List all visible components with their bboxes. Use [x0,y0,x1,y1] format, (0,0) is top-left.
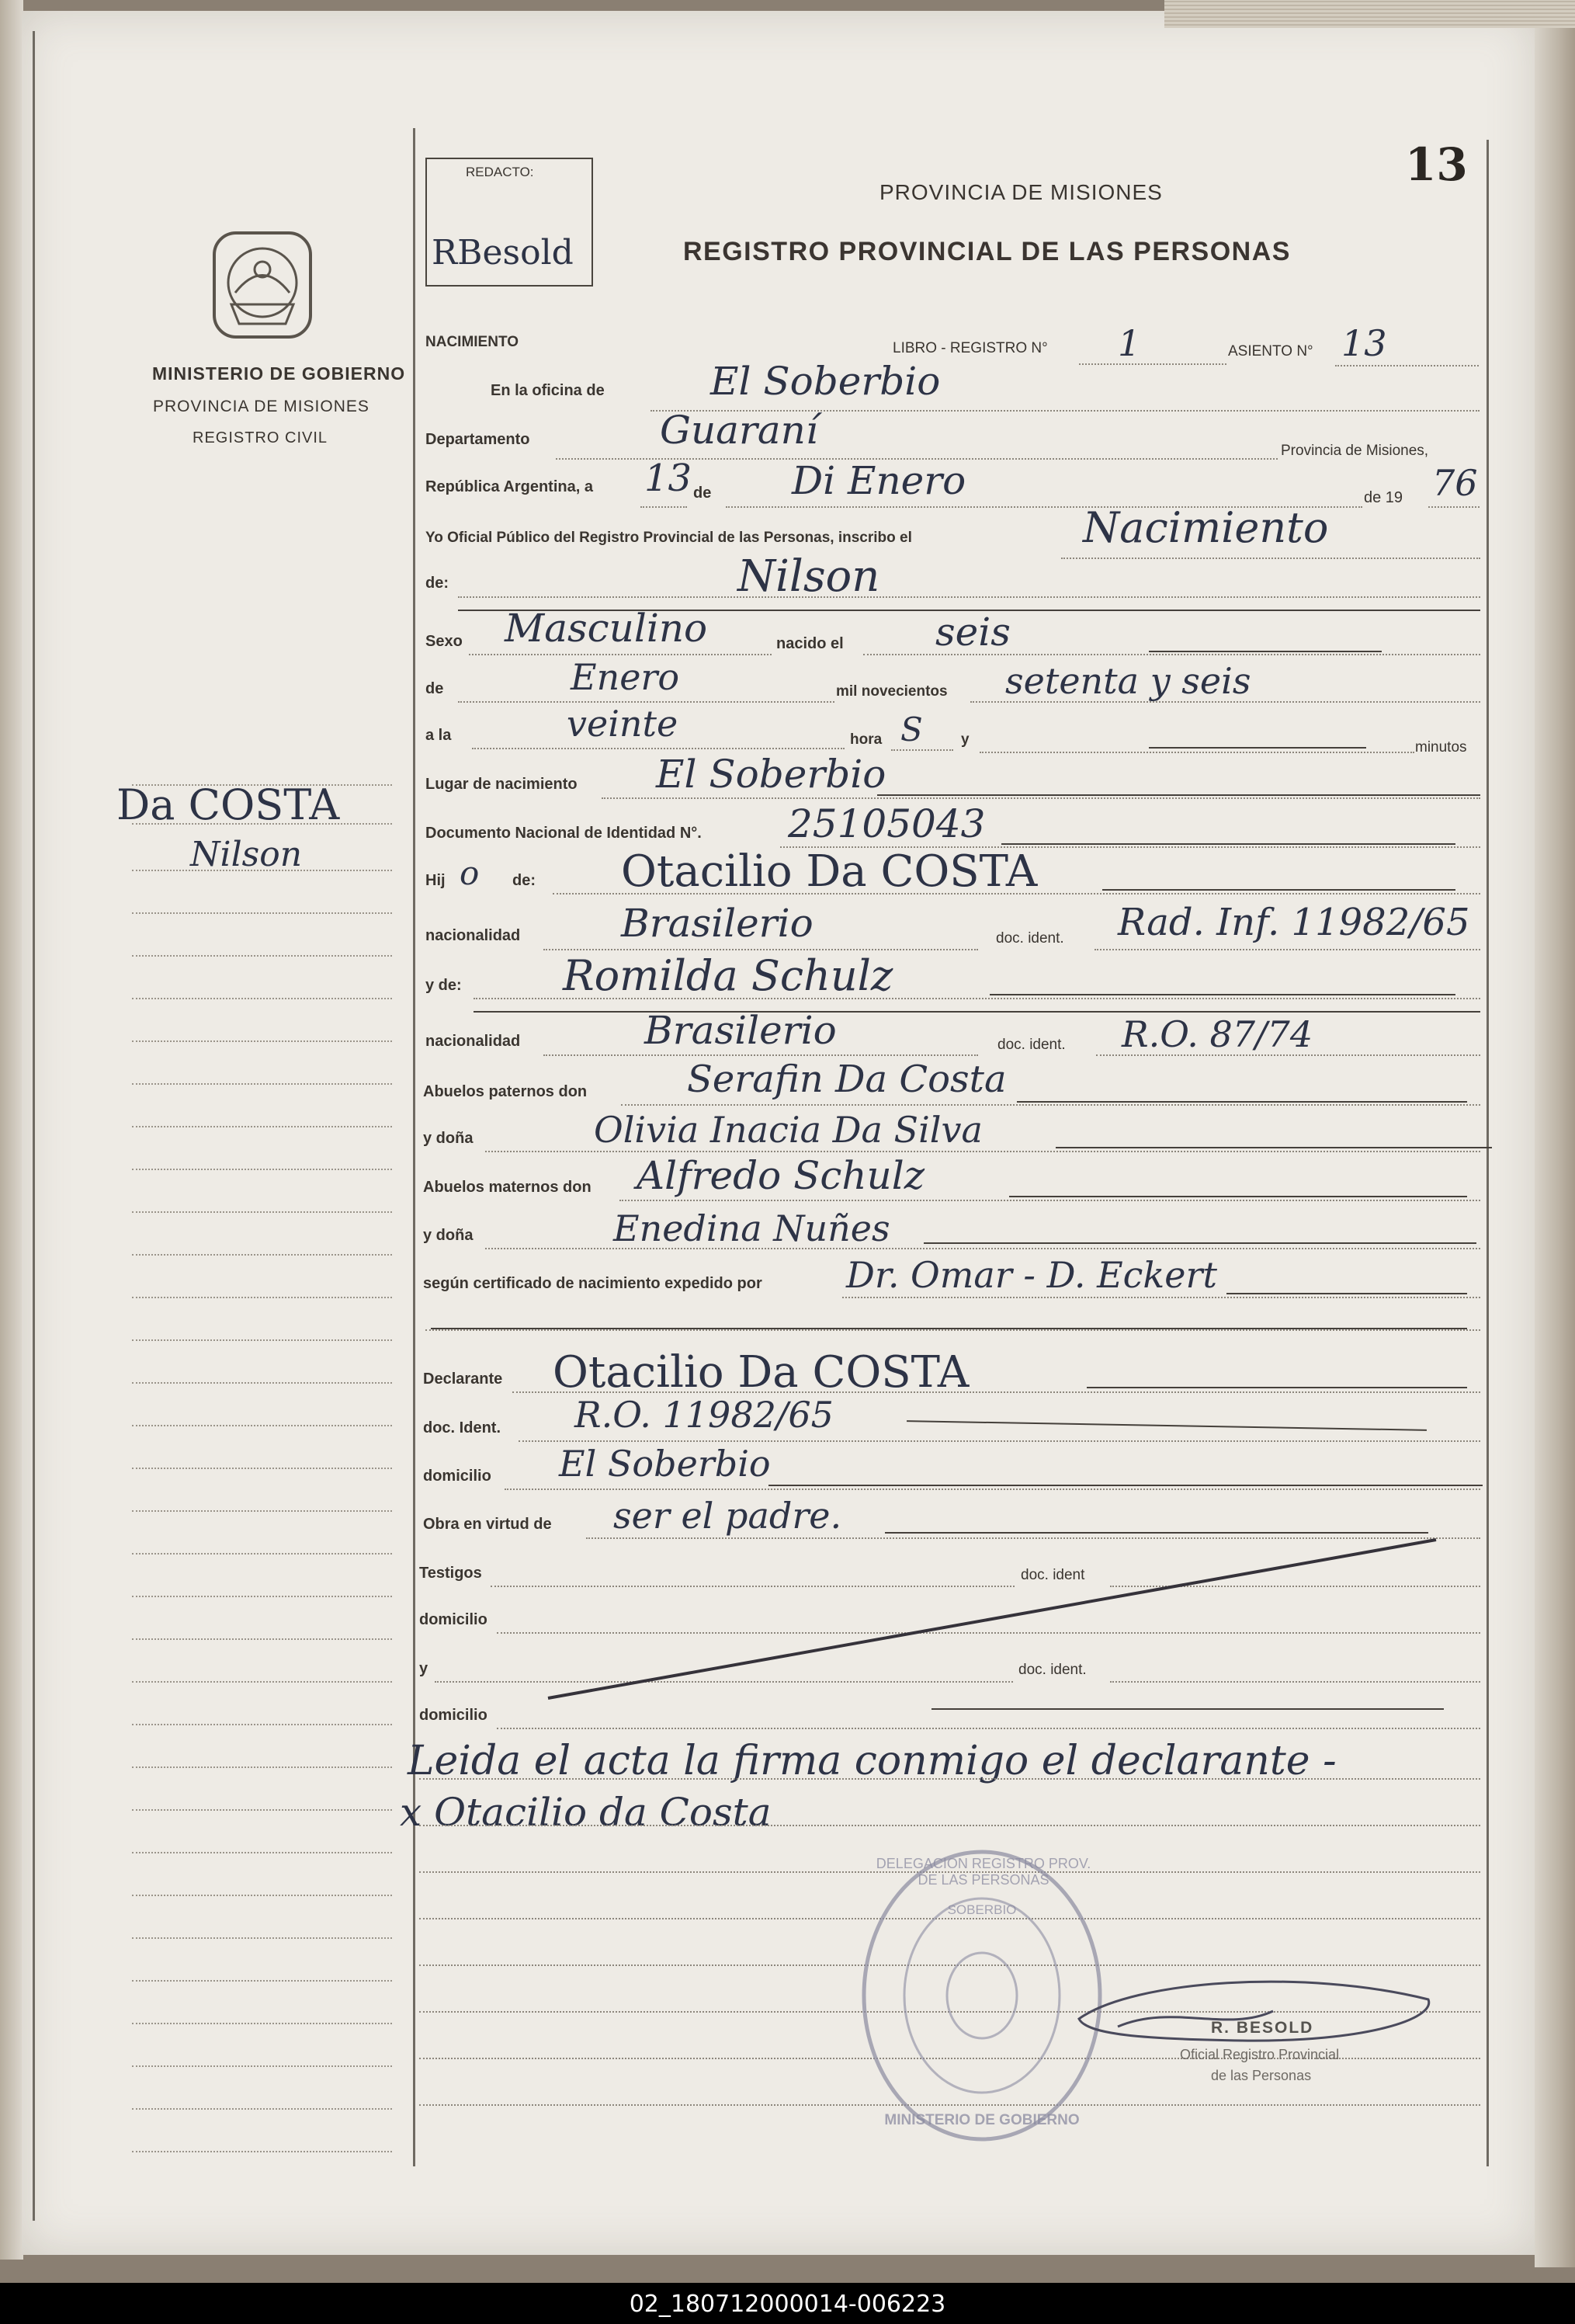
departamento-label: Departamento [425,431,530,448]
book-spine [0,0,23,2260]
padre-nac-value: Brasilerio [621,901,814,946]
frame-left-line [413,128,415,2166]
domicilio-value: El Soberbio [559,1443,771,1485]
page-number: 13 [1405,138,1468,191]
doc-ident-label: doc. ident. [996,930,1064,947]
page-top-edges [1164,0,1575,28]
doc-ident5-label: doc. ident. [1018,1662,1087,1678]
a-la-label: a la [425,727,452,744]
official-signature [1071,1972,1444,2058]
certificado-value: Dr. Omar - D. Eckert [846,1254,1217,1296]
oficial-label: Yo Oficial Público del Registro Provincial de las Personas, inscribo el [425,530,912,546]
obra-value: ser el padre. [613,1495,842,1537]
frame-right-line [1487,140,1489,2166]
madre-doc-value: R.O. 87/74 [1122,1013,1313,1055]
hijo-label-b: de: [512,872,536,889]
abuelo-mat-value: Alfredo Schulz [637,1153,925,1198]
page-edges [1535,0,1575,2267]
domicilio-label: domicilio [423,1468,491,1485]
oficial-value: Nacimiento [1083,503,1329,552]
y-de-label: y de: [425,977,462,994]
de-label: de [693,485,712,502]
domicilio3-label: domicilio [419,1707,487,1724]
hora-value: veinte [567,703,678,745]
anio-value: 76 [1432,462,1478,504]
header-province: PROVINCIA DE MISIONES [879,180,1163,204]
province-emblem [208,227,317,343]
y2-label: y [419,1660,428,1677]
de-nombre-label: de: [425,575,449,592]
closing-line1: Leida el acta la firma conmigo el declarante - [408,1738,1337,1784]
anio-nac-value: setenta y seis [1005,660,1251,702]
mes-nac-value: Enero [571,656,680,698]
closing-line2: x Otacilio da Costa [400,1790,772,1835]
mil-label: mil novecientos [836,683,948,700]
asiento-value: 13 [1341,322,1387,364]
sexo-label: Sexo [425,633,463,650]
cancel-line [536,1534,1444,1708]
departamento-value: Guaraní [660,408,818,453]
certificado-label: según certificado de nacimiento expedido por [423,1275,762,1292]
lugar-label: Lugar de nacimiento [425,776,578,793]
ministry-office: REGISTRO CIVIL [193,429,328,446]
hora-extra: S [900,710,923,749]
ministry-title: MINISTERIO DE GOBIERNO [152,363,406,384]
asiento-label: ASIENTO N° [1228,343,1313,360]
y-dona-label: y doña [423,1130,474,1147]
margin-name: Nilson [190,835,303,874]
nacionalidad-label: nacionalidad [425,927,521,944]
hora-label: hora [850,731,883,748]
dni-label: Documento Nacional de Identidad N°. [425,825,702,842]
provincia-label: Provincia de Misiones, [1281,443,1429,459]
obra-label: Obra en virtud de [423,1516,552,1533]
abuelos-pat-label: Abuelos paternos don [423,1083,588,1100]
seal-inner-text: SOBERBIO [947,1902,1017,1917]
official-stamp-line1: Oficial Registro Provincial [1180,2047,1340,2062]
de2-label: de [425,680,444,697]
footer-code: 02_180712000014-006223 [629,2291,946,2318]
madre-nac-value: Brasilerio [644,1008,837,1053]
dni-value: 25105043 [788,801,986,846]
y-label: y [961,731,970,748]
abuela-mat-value: Enedina Nuñes [613,1207,890,1249]
testigos-label: Testigos [419,1565,482,1582]
redacto-label: REDACTO: [466,165,534,179]
ministry-province: PROVINCIA DE MISIONES [153,398,369,415]
nacido-value: seis [935,610,1011,655]
declarante-value: Otacilio Da COSTA [553,1347,970,1398]
madre-value: Romilda Schulz [563,951,893,1000]
hijo-suffix: o [460,854,480,892]
declarante-label: Declarante [423,1370,503,1388]
official-stamp-name: R. BESOLD [1211,2019,1314,2037]
dia-value: 13 [644,457,692,500]
nombre-value: Nilson [737,551,880,602]
seal-ring-text: DELEGACION REGISTRO PROV. DE LAS PERSONAS [876,1856,1091,1888]
anio-label: de 19 [1364,489,1403,506]
abuelo-pat-value: Serafin Da Costa [687,1058,1007,1101]
domicilio2-label: domicilio [419,1611,487,1628]
doc-ident3-label: doc. Ident. [423,1419,501,1436]
oficina-label: En la oficina de [491,382,605,399]
mes-value: Di Enero [792,458,966,503]
padre-doc-value: Rad. Inf. 11982/65 [1118,901,1470,944]
republica-label: República Argentina, a [425,478,593,495]
libro-value: 1 [1118,322,1141,364]
libro-label: LIBRO - REGISTRO N° [893,340,1048,356]
sexo-value: Masculino [505,606,708,651]
act-type-label: NACIMIENTO [425,334,519,350]
nacionalidad2-label: nacionalidad [425,1033,521,1050]
lugar-value: El Soberbio [656,752,886,797]
official-stamp-line2: de las Personas [1211,2068,1312,2083]
nacido-label: nacido el [776,635,844,652]
y-dona2-label: y doña [423,1227,474,1244]
redacto-signature: RBesold [432,233,574,273]
hijo-label-a: Hij [425,872,446,889]
spine-line [33,31,35,2221]
header-title: REGISTRO PROVINCIAL DE LAS PERSONAS [683,237,1291,266]
padre-value: Otacilio Da COSTA [621,846,1038,897]
margin-surname: Da COSTA [116,780,340,829]
abuela-pat-value: Olivia Inacia Da Silva [594,1109,983,1151]
declarante-doc-value: R.O. 11982/65 [574,1394,834,1436]
minutos-label: minutos [1415,739,1467,756]
abuelos-mat-label: Abuelos maternos don [423,1179,591,1196]
seal-bottom-text: MINISTERIO DE GOBIERNO [884,2112,1080,2128]
doc-ident4-label: doc. ident [1021,1567,1085,1583]
oficina-value: El Soberbio [710,359,941,404]
doc-ident2-label: doc. ident. [997,1037,1066,1053]
